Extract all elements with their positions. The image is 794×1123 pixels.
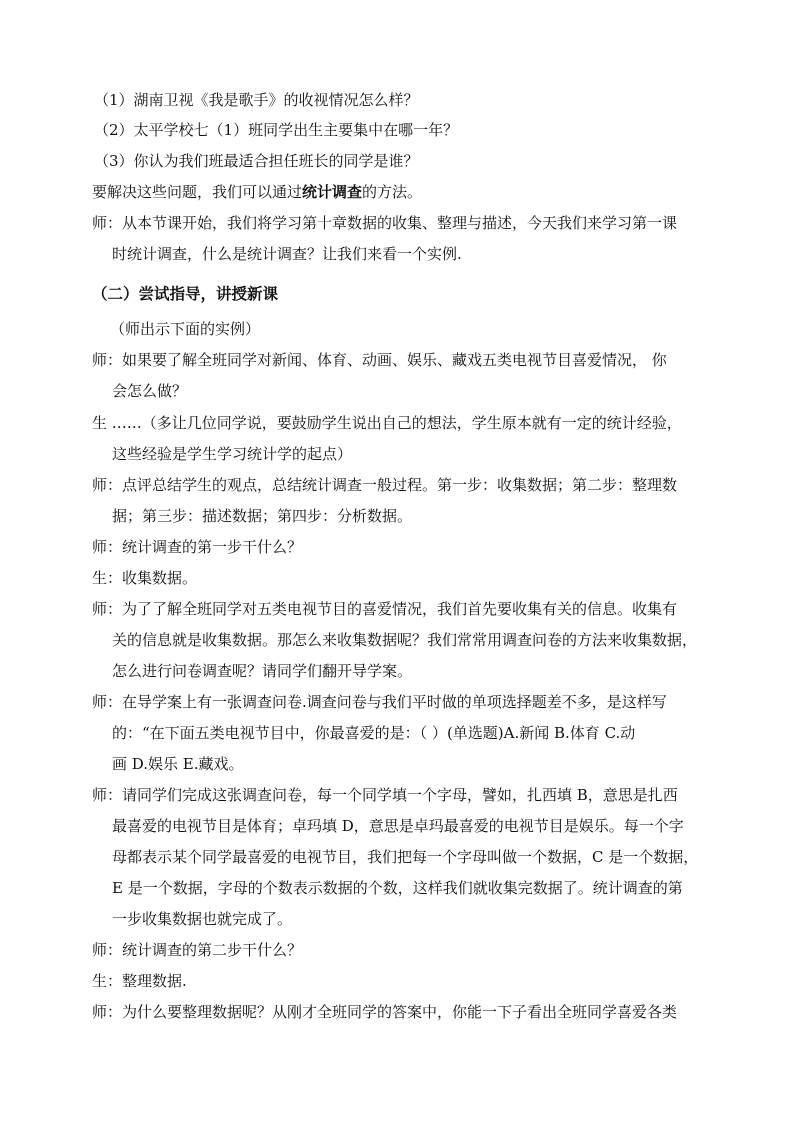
teacher-line-6c: 画 D.娱乐 E.藏戏。 <box>112 755 244 773</box>
teacher-line-7b: 最喜爱的电视节目是体育；卓玛填 D，意思是卓玛最喜爱的电视节目是娱乐。每一个字 <box>112 817 684 835</box>
teacher-line-7d: E 是一个数据，字母的个数表示数据的个数，这样我们就收集完数据了。统计调查的第 <box>112 879 683 897</box>
solve-prefix: 要解决这些问题，我们可以通过 <box>92 183 303 201</box>
teacher-line-6b: 的：“在下面五类电视节目中，你最喜爱的是：（ ）(单选题)A.新闻 B.体育 C.动 <box>112 724 636 742</box>
teacher-line-2a: 师：如果要了解全班同学对新闻、体育、动画、娱乐、藏戏五类电视节目喜爱情况， 你 <box>92 351 667 369</box>
teacher-line-1a: 师：从本节课开始，我们将学习第十章数据的收集、整理与描述，今天我们来学习第一课 <box>92 214 678 232</box>
teacher-line-2b: 会怎么做？ <box>112 382 188 400</box>
teacher-line-5b: 关的信息就是收集数据。那怎么来收集数据呢？我们常常用调查问卷的方法来收集数据， <box>112 631 698 649</box>
student-line-1b: 这些经验是学生学习统计学的起点） <box>112 445 353 463</box>
parenthetical-example: （师出示下面的实例） <box>110 320 261 338</box>
solve-suffix: 的方法。 <box>362 183 423 201</box>
teacher-line-7e: 一步收集数据也就完成了。 <box>112 910 293 928</box>
teacher-line-6a: 师：在导学案上有一张调查问卷.调查问卷与我们平时做的单项选择题差不多，是这样写 <box>92 693 667 711</box>
solve-sentence <box>92 181 422 203</box>
teacher-line-1b: 时统计调查，什么是统计调查？让我们来看一个实例. <box>112 245 462 263</box>
teacher-line-4: 师：统计调查的第一步干什么？ <box>92 538 303 556</box>
teacher-line-7a: 师：请同学们完成这张调查问卷，每一个同学填一个字母，譬如，扎西填 B，意思是扎西 <box>92 786 678 804</box>
question-1: （1）湖南卫视《我是歌手》的收视情况怎么样？ <box>94 91 419 109</box>
teacher-line-5c: 怎么进行问卷调查呢？请同学们翻开导学案。 <box>112 662 413 680</box>
teacher-line-9: 师：为什么要整理数据呢？从刚才全班同学的答案中，你能一下子看出全班同学喜爱各类 <box>92 1003 678 1021</box>
question-3: （3）你认为我们班最适合担任班长的同学是谁？ <box>94 152 419 170</box>
section-heading: （二）尝试指导，讲授新课 <box>92 284 279 303</box>
teacher-line-3b: 据；第三步：描述数据；第四步：分析数据。 <box>112 507 413 525</box>
question-2: （2）太平学校七（1）班同学出生主要集中在哪一年？ <box>94 121 459 139</box>
teacher-line-7c: 母都表示某个同学最喜爱的电视节目，我们把每一个字母叫做一个数据，C 是一个数据， <box>112 848 699 866</box>
teacher-line-3a: 师：点评总结学生的观点，总结统计调查一般过程。第一步：收集数据；第二步：整理数 <box>92 476 678 494</box>
teacher-line-5a: 师：为了了解全班同学对五类电视节目的喜爱情况，我们首先要收集有关的信息。收集有 <box>92 600 678 618</box>
teacher-line-8: 师：统计调查的第二步干什么？ <box>92 941 303 959</box>
solve-bold-term: 统计调查 <box>302 183 363 201</box>
student-line-1a: 生 ……（多让几位同学说，要鼓励学生说出自己的想法，学生原本就有一定的统计经验， <box>92 414 682 432</box>
student-line-2: 生：收集数据。 <box>92 569 198 587</box>
student-line-3: 生：整理数据. <box>92 972 187 990</box>
